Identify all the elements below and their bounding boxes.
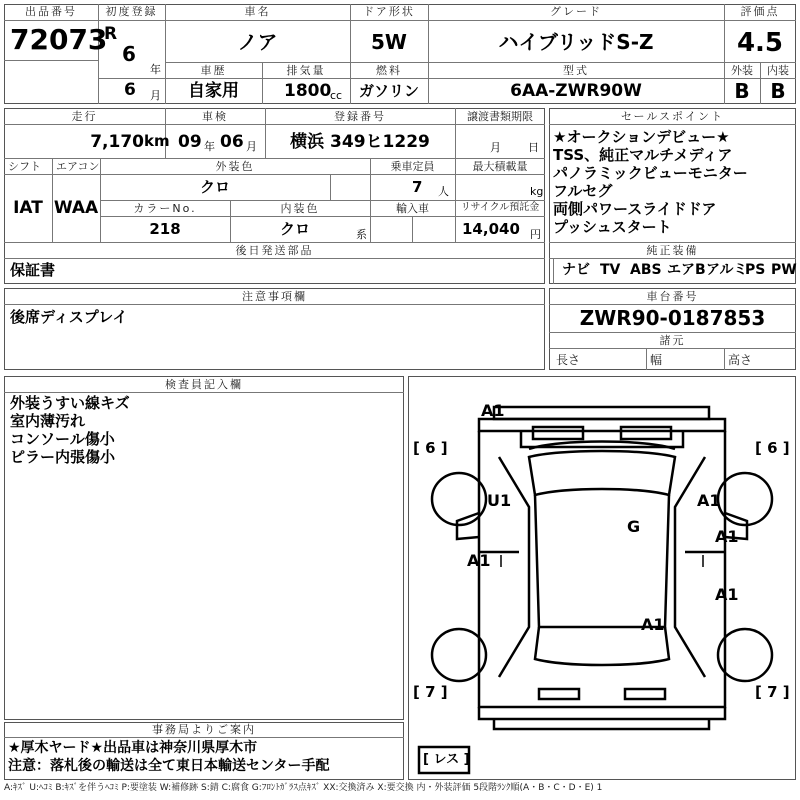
car-name: ノア	[237, 30, 278, 54]
capacity-label: 乗車定員	[390, 160, 435, 173]
max-load-label: 最大積載量	[472, 160, 528, 173]
plate-number: 横浜 349ヒ1229	[290, 132, 430, 152]
interior-grade: B	[770, 79, 786, 103]
fuel: ガソリン	[358, 82, 419, 100]
model-label: 型式	[563, 64, 589, 77]
interior-color: クロ	[279, 220, 310, 238]
grade-label: グレード	[550, 5, 602, 18]
damage-mark: A1	[467, 551, 491, 570]
year-unit: 年	[150, 63, 161, 76]
sales-point: フルセグ	[553, 182, 613, 200]
inspector-label: 検査員記入欄	[165, 378, 243, 391]
damage-mark: G	[627, 517, 641, 536]
width-label: 幅	[650, 353, 663, 367]
grade: ハイブリッドS-Z	[498, 30, 654, 54]
notes-label: 注意事項欄	[242, 290, 307, 303]
import-label: 輸入車	[396, 202, 429, 215]
tyre-rear-right: [ 7 ]	[755, 683, 790, 701]
transfer-deadline-label: 譲渡書類期限	[467, 110, 533, 123]
capacity: 7	[412, 178, 423, 196]
sales-points-label: セールスポイント	[620, 110, 724, 123]
equipment-item: ナビ	[562, 262, 590, 278]
damage-mark: U1	[487, 491, 512, 510]
sales-point: パノラミックビューモニター	[553, 164, 748, 182]
car-outline	[409, 377, 795, 779]
displacement: 1800	[284, 81, 332, 101]
inspection-month-unit: 月	[246, 140, 257, 153]
lot-number: 72073	[10, 23, 108, 56]
office-notice-line: ★厚木ヤード★出品車は神奈川県厚木市	[8, 740, 258, 756]
era: R	[104, 24, 118, 44]
door-label: ドア形状	[363, 5, 415, 18]
later-parts-label: 後日発送部品	[235, 244, 314, 257]
damage-mark: A1	[715, 527, 739, 546]
damage-mark: A1	[481, 401, 505, 420]
recycle-unit: 円	[530, 228, 541, 241]
exterior-color: クロ	[199, 178, 230, 196]
door-type: 5W	[371, 30, 407, 54]
score: 4.5	[736, 28, 784, 58]
legend: A:ｷｽﾞ U:ﾍｺﾐ B:ｷｽﾞを伴うﾍｺﾐ P:要塗装 W:補修跡 S:錆 C:腐食 G:ﾌﾛﾝﾄｶﾞﾗｽ点ｷｽﾞ XX:交換済み X:要交換 内・外装評価 5段階ﾗﾝｸ順(A・B・C・D・E) 1	[4, 783, 603, 793]
damage-mark: A1	[715, 585, 739, 604]
height-label: 高さ	[728, 353, 753, 367]
inspector-note: コンソール傷小	[10, 430, 115, 448]
equipment-label: 純正装備	[646, 244, 699, 257]
registration-month: 6	[124, 80, 136, 100]
equipment-item: ABS	[630, 262, 662, 278]
car-name-label: 車名	[244, 5, 271, 18]
interior-color-unit: 系	[356, 228, 367, 241]
equipment-item: PS	[745, 262, 766, 278]
inspection-year: 09	[178, 132, 202, 152]
model-code: 6AA-ZWR90W	[510, 81, 642, 101]
office-notice-label: 事務局よりご案内	[152, 723, 256, 736]
transfer-day-unit: 日	[528, 141, 539, 154]
history-label: 車歴	[200, 64, 227, 77]
dimensions-label: 諸元	[659, 334, 686, 347]
shift-label: シフト	[8, 160, 41, 173]
office-notice-line: 注意：落札後の輸送は全て東日本輸送センター手配	[8, 758, 330, 774]
shift: IAT	[13, 198, 43, 218]
color-number: 218	[149, 220, 181, 238]
first-registration-label: 初度登録	[105, 5, 158, 18]
capacity-unit: 人	[438, 185, 449, 198]
color-number-label: カラーNo.	[133, 202, 197, 215]
recycle-fee: 14,040	[462, 220, 520, 238]
inspector-note: 室内薄汚れ	[10, 412, 86, 430]
max-load-unit: kg	[530, 185, 544, 198]
tyre-front-left: [ 6 ]	[413, 439, 448, 457]
exterior-label: 外装	[731, 64, 753, 77]
chassis-number: ZWR90-0187853	[579, 306, 766, 330]
mileage-label: 走行	[71, 110, 98, 123]
exterior-grade: B	[734, 79, 750, 103]
registration-year: 6	[122, 42, 136, 66]
score-label: 評価点	[740, 5, 780, 18]
sales-point: ★オークションデビュー★	[553, 128, 730, 146]
month-unit: 月	[150, 89, 161, 102]
equipment-item: TV	[600, 262, 621, 278]
inspector-note: 外装うすい線キズ	[10, 394, 130, 412]
length-label: 長さ	[556, 353, 581, 367]
chassis-label: 車台番号	[646, 290, 699, 303]
displacement-label: 排気量	[286, 64, 326, 77]
sales-point: TSS、純正マルチメディア	[553, 146, 733, 164]
inspection-label: 車検	[202, 110, 228, 123]
sales-point: プッシュスタート	[553, 218, 672, 236]
tyre-front-right: [ 6 ]	[755, 439, 790, 457]
history: 自家用	[188, 81, 239, 101]
interior-color-label: 内装色	[280, 202, 320, 215]
exterior-color-label: 外装色	[215, 160, 255, 173]
spare-tyre: [ レス ]	[423, 752, 470, 767]
inspection-year-unit: 年	[204, 140, 215, 153]
displacement-unit: cc	[330, 89, 343, 102]
inspection-month: 06	[220, 132, 244, 152]
mileage: 7,170	[90, 132, 144, 152]
recycle-label: リサイクル預託金	[460, 202, 540, 213]
equipment-item: アルミ	[706, 262, 748, 278]
damage-diagram	[408, 376, 796, 780]
tyre-rear-left: [ 7 ]	[413, 683, 448, 701]
interior-label: 内装	[767, 64, 789, 77]
sales-point: 両側パワースライドドア	[553, 200, 717, 218]
damage-mark: A1	[697, 491, 721, 510]
equipment-item: エアB	[667, 262, 706, 278]
later-parts: 保証書	[10, 261, 56, 279]
notes-text: 後席ディスプレイ	[10, 308, 128, 326]
equipment-item: PW	[771, 262, 797, 278]
mileage-unit: km	[144, 132, 170, 150]
transfer-month-unit: 月	[490, 141, 501, 154]
plate-label: 登録番号	[334, 110, 386, 123]
fuel-label: 燃料	[376, 64, 402, 77]
inspector-note: ピラー内張傷小	[10, 448, 116, 466]
aircon-label: エアコン	[56, 160, 100, 173]
damage-mark: A1	[641, 615, 665, 634]
aircon: WAA	[53, 198, 99, 218]
lot-number-label: 出品番号	[25, 5, 77, 18]
